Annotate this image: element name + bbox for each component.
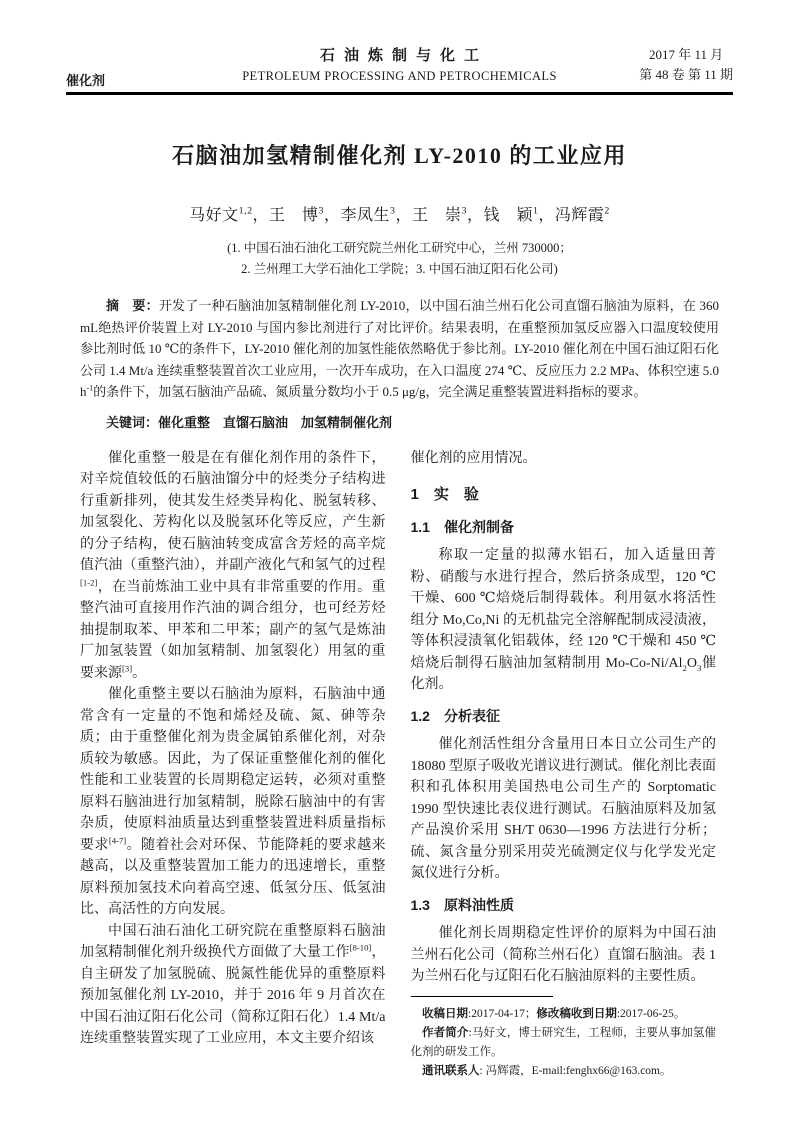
journal-title-cn: 石油炼制与化工 <box>319 48 488 64</box>
journal-title-en: PETROLEUM PROCESSING AND PETROCHEMICALS <box>242 69 557 83</box>
abstract-text: 开发了一种石脑油加氢精制催化剂 LY-2010，以中国石油兰州石化公司直馏石脑油为原料，在 360 mL绝热评价装置上对 LY-2010 与国内参比剂进行了对比评价。结果表明，在重整预加氢反应器入口温度较使用参比剂时低 10 ℃的条件下，LY-2010 催化剂的加氢性能依然略优于参比剂。LY-2010 催化剂在中国石油辽阳石化公司 1.4 Mt/a 连续重整装置首次工业应用，一次开车成功，在入口温度 274 ℃、反应压力 2.2 MPa、体积空速 5.0 $h^{-1}$的条件下，加氢石脑油产品硫、氮质量分数均小于 0.5 μg/g，完全满足重整装置进料指标的要求。 <box>80 298 719 400</box>
left-paragraph-1: 催化重整一般是在有催化剂作用的条件下，对辛烷值较低的石脑油馏分中的烃类分子结构进行重新排列，使其发生烃类异构化、脱氢转移、加氢裂化、芳构化以及脱氢环化等反应，产生新的分子结构，使石脑油转变成富含芳烃的高辛烷值汽油（重整汽油），并副产液化气和氢气的过程[1-2]，在当前炼油工业中具有非常重要的作用。重整汽油可直接用作汽油的调合组分，也可经芳烃抽提制取苯、甲苯和二甲苯；副产的氢气是炼油厂加氢装置（如加氢精制、加氢裂化）用氢的重要来源[3]。 <box>80 450 386 681</box>
keywords-line <box>80 412 719 431</box>
right-column <box>411 448 717 1081</box>
keywords-label: 关键词： <box>106 414 159 430</box>
issue-info <box>639 45 733 85</box>
section-heading-1: 1 实 验 <box>410 486 479 504</box>
affiliation-line-2: 2. 兰州理工大学石油化工学院；3. 中国石油辽阳石化公司) <box>241 262 558 276</box>
section-heading-1-2: 1.2 分析表征 <box>410 707 500 724</box>
section-1-1-paragraph: 称取一定量的拟薄水铝石，加入适量田菁粉、硝酸与水进行捏合，然后挤条成型，120 ℃干燥、600 ℃焙烧后制得载体。利用氨水将活性组分 Mo,Co,Ni 的无机盐完全溶解配制成浸渍液，等体积浸渍氧化铝载体，经 120 ℃干燥和 450 ℃焙烧后制得石脑油加氢精制用 $Mo-Co-Ni/Al_2O_3$催化剂。 <box>410 548 717 693</box>
page-header <box>66 42 733 95</box>
footnote-author-bio: 作者简介:马好文，博士研究生，工程师，主要从事加氢催化剂的研发工作。 <box>410 1026 716 1058</box>
left-paragraph-2: 催化重整主要以石脑油为原料，石脑油中通常含有一定量的不饱和烯烃及硫、氮、砷等杂质；由于重整催化剂为贵金属铂系催化剂，对杂质较为敏感。因此，为了保证重整催化剂的催化性能和工业装置的长周期稳定运转，必须对重整原料石脑油进行加氢精制，脱除石脑油中的有害杂质，使原料油质量达到重整装置进料质量指标要求[4-7]。随着社会对环保、节能降耗的要求越来越高，以及重整装置加工能力的迅速增长，重整原料预加氢技术向着高空速、低氢分压、低氢油比、高活性的方向发展。 <box>80 687 386 918</box>
authors-line: 马好文$^{1,2}$，王 博$^3$，李凤生$^3$，王 崇$^3$，钱 颖$^1$，冯辉霞$^2$ <box>189 205 610 224</box>
left-column <box>80 448 386 1081</box>
footnote-rule <box>411 996 553 997</box>
footnote <box>411 996 717 1081</box>
section-1-3-paragraph: 催化剂长周期稳定性评价的原料为中国石油兰州石化公司（简称兰州石化）直馏石脑油。表 1 为兰州石化与辽阳石化石脑油原料的主要性质。 <box>410 926 716 985</box>
footnote-contact: 通讯联系人: 冯辉霞，E-mail:fenghx66@163.com。 <box>422 1064 672 1077</box>
volume-issue: 第 48 卷 第 11 期 <box>639 67 733 82</box>
affiliation-line-1: (1. 中国石油石油化工研究院兰州化工研究中心，兰州 730000； <box>227 241 572 255</box>
left-paragraph-3: 中国石油石油化工研究院在重整原料石脑油加氢精制催化剂升级换代方面做了大量工作[8-10]，自主研发了加氢脱硫、脱氮性能优异的重整原料预加氢催化剂 LY-2010，并于 2016 年 9 月首次在中国石油辽阳石化公司（简称辽阳石化）1.4 Mt/a 连续重整装置实现了工业应用，本文主要介绍该 <box>80 923 386 1047</box>
section-1-2-paragraph: 催化剂活性组分含量用日本日立公司生产的 18080 型原子吸收光谱议进行测试。催化剂比表面积和孔体积用美国热电公司生产的 Sorptomatic 1990 型快速比表仪进行测试。石脑油原料及加氢产品溴价采用 SH/T 0630—1996 方法进行分析；硫、氮含量分别采用荧光硫测定仪与化学发光定氮仪进行分析。 <box>410 737 716 882</box>
section-heading-1-1: 1.1 催化剂制备 <box>410 518 514 535</box>
abstract-label: 摘 要： <box>106 298 159 313</box>
keywords-text: 催化重整 直馏石脑油 加氢精制催化剂 <box>158 414 393 430</box>
intro-continuation-paragraph: 催化剂的应用情况。 <box>410 450 537 466</box>
body-columns <box>80 448 716 1081</box>
issue-date: 2017 年 11 月 <box>648 47 724 62</box>
abstract <box>80 295 719 403</box>
article-title: 石脑油加氢精制催化剂 LY-2010 的工业应用 <box>172 143 627 168</box>
journal-masthead <box>66 42 733 84</box>
affiliations <box>66 238 733 280</box>
header-category-label: 催化剂 <box>66 73 106 88</box>
footnote-received-date: 收稿日期:2017-04-17；修改稿收到日期:2017-06-25。 <box>422 1007 686 1020</box>
section-heading-1-3: 1.3 原料油性质 <box>410 896 514 913</box>
